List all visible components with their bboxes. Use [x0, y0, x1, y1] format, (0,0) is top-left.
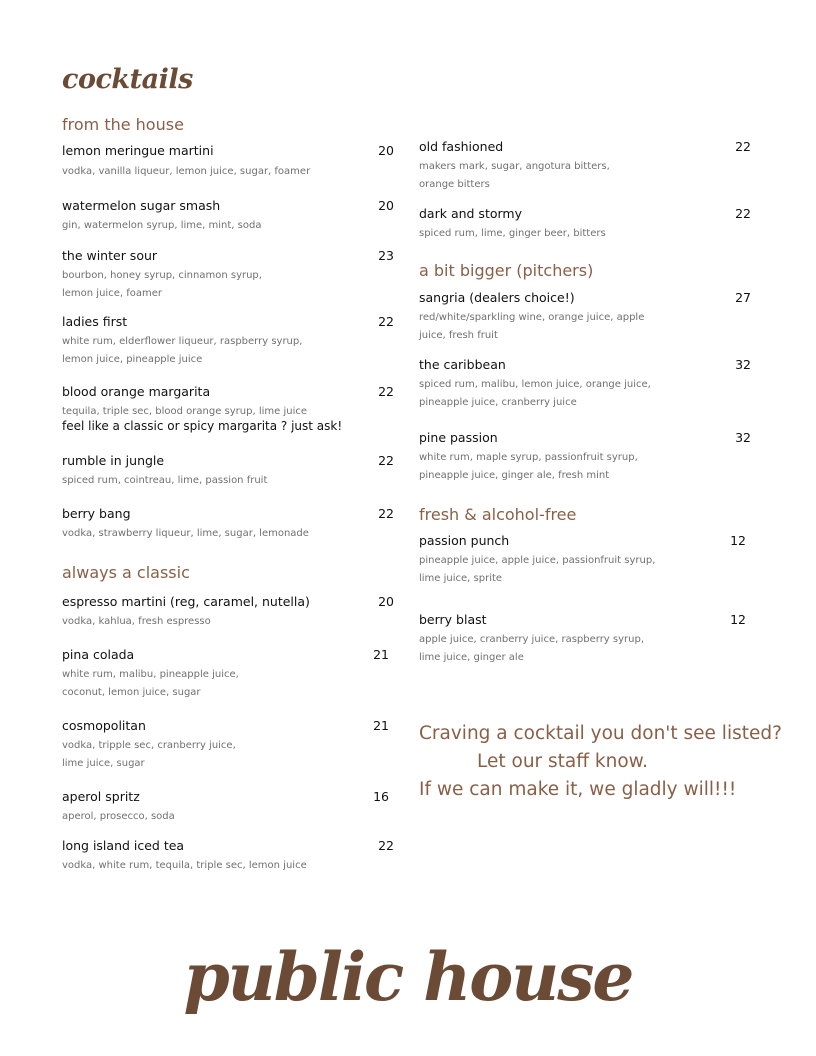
item-price: 16	[373, 789, 389, 804]
item-name: berry bang	[62, 506, 131, 521]
section-heading-alcohol-free: fresh & alcohol-free	[419, 505, 577, 524]
item-description-line-2: orange bitters	[419, 179, 490, 190]
item-description-line-2: coconut, lemon juice, sugar	[62, 687, 201, 698]
item-price: 21	[373, 718, 389, 733]
item-name: blood orange margarita	[62, 384, 211, 399]
menu-item	[419, 533, 751, 588]
item-name: the caribbean	[419, 357, 506, 372]
item-name: pine passion	[419, 430, 498, 445]
item-price: 12	[730, 612, 746, 627]
item-description: vodka, white rum, tequila, triple sec, lemon juice	[62, 860, 307, 871]
menu-item	[62, 453, 394, 490]
item-name: ladies first	[62, 314, 128, 329]
item-price: 22	[378, 506, 394, 521]
item-price: 22	[378, 314, 394, 329]
item-price: 27	[735, 290, 751, 305]
menu-item	[419, 290, 751, 345]
item-name: passion punch	[419, 533, 510, 548]
item-price: 22	[735, 206, 751, 221]
section-heading-from-the-house: from the house	[62, 115, 184, 134]
item-name: espresso martini (reg, caramel, nutella)	[62, 594, 310, 609]
item-name: cosmopolitan	[62, 718, 146, 733]
item-description: bourbon, honey syrup, cinnamon syrup,	[62, 270, 262, 281]
item-description-line-2: pineapple juice, ginger ale, fresh mint	[419, 470, 610, 481]
item-description-line-2: lemon juice, foamer	[62, 288, 162, 299]
menu-item	[62, 143, 394, 181]
menu-item	[419, 139, 751, 194]
item-price: 22	[735, 139, 751, 154]
item-name: dark and stormy	[419, 206, 522, 221]
menu-item	[419, 206, 751, 243]
item-name: watermelon sugar smash	[62, 198, 221, 213]
item-price: 20	[378, 143, 394, 158]
menu-item	[62, 789, 394, 826]
menu-item	[419, 430, 751, 485]
item-description-line-2: lime juice, sprite	[419, 573, 503, 584]
item-description: gin, watermelon syrup, lime, mint, soda	[62, 220, 262, 231]
item-description: tequila, triple sec, blood orange syrup, lime juice	[62, 406, 308, 417]
item-price: 20	[378, 198, 394, 213]
callout-line-3: If we can make it, we gladly will!!!	[419, 779, 737, 800]
item-price: 23	[378, 248, 394, 263]
custom-order-callout	[419, 720, 782, 804]
menu-item	[62, 838, 394, 875]
item-name: aperol spritz	[62, 789, 140, 804]
item-price: 22	[378, 384, 394, 399]
item-price: 22	[378, 453, 394, 468]
item-description-line-2: pineapple juice, cranberry juice	[419, 397, 577, 408]
section-heading-always-a-classic: always a classic	[62, 563, 190, 582]
item-name: berry blast	[419, 612, 487, 627]
item-name: long island iced tea	[62, 838, 185, 853]
menu-title: cocktails	[62, 64, 193, 95]
item-description: white rum, elderflower liqueur, raspberry syrup,	[62, 336, 303, 347]
menu-item	[419, 612, 751, 667]
item-description-line-2: lemon juice, pineapple juice	[62, 354, 203, 365]
item-name: rumble in jungle	[62, 453, 165, 468]
item-price: 20	[378, 594, 394, 609]
item-description: apple juice, cranberry juice, raspberry syrup,	[419, 634, 644, 645]
item-name: lemon meringue martini	[62, 143, 214, 158]
item-description: white rum, maple syrup, passionfruit syrup,	[419, 452, 638, 463]
item-description-line-2: lime juice, ginger ale	[419, 652, 524, 663]
item-price: 32	[735, 430, 751, 445]
menu-item	[62, 594, 394, 631]
menu-item	[62, 198, 394, 235]
item-name: old fashioned	[419, 139, 504, 154]
menu-item	[62, 248, 394, 303]
menu-item	[62, 506, 394, 543]
menu-item	[62, 384, 394, 421]
item-description: spiced rum, lime, ginger beer, bitters	[419, 228, 606, 239]
item-price: 32	[735, 357, 751, 372]
item-price: 22	[378, 838, 394, 853]
item-description: aperol, prosecco, soda	[62, 811, 175, 822]
menu-item	[62, 647, 394, 702]
item-description: red/white/sparkling wine, orange juice, apple	[419, 312, 645, 323]
item-description: makers mark, sugar, angotura bitters,	[419, 161, 610, 172]
item-name: the winter sour	[62, 248, 158, 263]
brand-logo: public house	[183, 938, 633, 1016]
item-description-line-2: lime juice, sugar	[62, 758, 145, 769]
item-description: spiced rum, cointreau, lime, passion fruit	[62, 475, 268, 486]
item-description: vodka, strawberry liqueur, lime, sugar, lemonade	[62, 528, 309, 539]
callout-line-1: Craving a cocktail you don't see listed?	[419, 723, 782, 744]
menu-item	[62, 718, 394, 773]
item-description: white rum, malibu, pineapple juice,	[62, 669, 239, 680]
section-heading-pitchers: a bit bigger (pitchers)	[419, 261, 594, 280]
callout-line-2: Let our staff know.	[477, 751, 648, 772]
item-description-line-2: juice, fresh fruit	[419, 330, 498, 341]
item-price: 21	[373, 647, 389, 662]
item-description: spiced rum, malibu, lemon juice, orange juice,	[419, 379, 651, 390]
item-description: vodka, tripple sec, cranberry juice,	[62, 740, 236, 751]
item-price: 12	[730, 533, 746, 548]
item-description: pineapple juice, apple juice, passionfruit syrup,	[419, 555, 656, 566]
margarita-note: feel like a classic or spicy margarita ? just ask!	[62, 419, 343, 433]
menu-item	[62, 314, 394, 369]
item-name: sangria (dealers choice!)	[419, 290, 575, 305]
menu-item	[419, 357, 751, 412]
item-description: vodka, kahlua, fresh espresso	[62, 616, 211, 627]
item-name: pina colada	[62, 647, 135, 662]
item-description: vodka, vanilla liqueur, lemon juice, sugar, foamer	[62, 166, 311, 177]
